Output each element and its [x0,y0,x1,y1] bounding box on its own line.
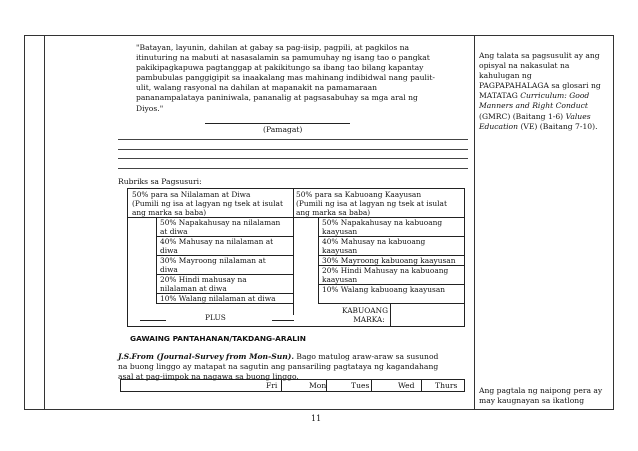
note-line: Ang talata sa pagsusulit ay ang [479,51,600,60]
writing-line [118,139,468,140]
note-line [479,112,601,122]
header-line: (Pumili ng isa at lagyan ng tsek at isulat [296,199,447,209]
note-text: (VE) (Baitang 7-10). [518,121,598,131]
score-blank [272,320,294,321]
writing-line [118,168,468,169]
criterion-text: 20% Hindi mahusay na [160,275,247,284]
header-line: 50% para sa Kabuoang Kaayusan [296,190,422,199]
note-line [479,122,601,132]
rubric-table [127,188,465,327]
page-number: 11 [311,414,322,423]
rubric-criterion [160,237,273,255]
instruction-line [118,352,438,362]
rubric-divider [156,217,157,303]
day-divider [371,380,372,391]
total-label-line: MARKA: [353,315,385,325]
criterion-text: 10% Walang nilalaman at diwa [160,294,276,303]
note-line: kahulugan ng [479,71,532,81]
instruction-line: na buong linggo ay matapat na sagutin ang pansariling pagtataya ng kagandahang [118,362,439,372]
day-divider [421,380,422,391]
quote-line: itinuturing na mabuti at nasasalamin sa pamumuhay ng isang tao o pangkat [136,53,430,63]
criterion-text: kaayusan [322,275,358,285]
quote-line: pambubulas panggigipit sa inaakalang mas mahinang indibidwal nang paulit- [136,73,435,83]
quote-line: Diyos." [136,103,164,113]
rubric-right-header [296,190,447,218]
criterion-text: nilalaman at diwa [160,284,227,294]
rubric-criterion [322,266,448,284]
day-header-fri: Fri [266,381,278,390]
rubric-criterion [322,237,425,255]
rubric-criterion [322,218,442,236]
values-definition-quote [136,43,435,114]
right-column-note-bottom [479,386,602,406]
rubric-divider [318,303,464,304]
rubric-criterion [160,294,276,303]
rubric-criterion [160,275,247,293]
note-italic: Curriculum: Good [520,91,590,101]
header-line: (Pumili ng isa at lagyan ng tsek at isulat [132,199,283,209]
note-text: MATATAG [479,91,521,101]
criterion-text: 10% Walang kabuoang kaayusan [322,285,446,294]
rubric-criterion [322,285,445,294]
note-line: may kaugnayan sa ikatlong [479,396,585,406]
note-line: opisyal na nakasulat na [479,61,570,71]
day-divider [281,380,282,391]
journal-survey-instructions [118,352,438,382]
instruction-line: asal at pag-iimpok na nagawa sa buong linggo. [118,372,299,382]
title-signature-line [205,123,350,124]
criterion-text: diwa [160,246,178,256]
quote-line: "Batayan, layunin, dahilan at gabay sa pag-iisip, pagpili, at pagkilos na [136,43,410,52]
header-line: 50% para sa Nilalaman at Diwa [132,190,251,199]
column-divider [474,36,475,409]
criterion-text: 30% Mayroong kabuoang kaayusan [322,256,456,265]
header-line: ang marka sa baba) [296,208,371,218]
title-label: (Pamagat) [263,125,303,134]
rubric-divider [390,303,391,326]
assignment-heading: GAWAING PANTAHANAN/TAKDANG-ARALIN [130,334,306,343]
quote-line: ulit, walang rasyonal na dahilan at mapanakit na pamamaraan [136,83,378,93]
note-line [479,91,601,101]
journal-survey-title: J.S.From (Journal-Survey from Mon-Sun). [118,352,294,361]
criterion-text: kaayusan [322,246,358,256]
writing-line [118,149,468,150]
total-score-label [342,306,388,325]
weekday-table [120,379,465,392]
rubric-criterion [160,256,266,274]
rubric-title: Rubriks sa Pagsusuri: [118,177,202,186]
note-italic: Education [479,121,519,131]
score-blank [140,320,166,321]
quote-line: pananampalataya paniniwala, pananalig at pagsasabuhay sa mga aral ng [136,93,418,103]
day-header-tues: Tues [351,381,370,390]
writing-line [118,158,468,159]
criterion-text: 20% Hindi Mahusay na kabuoang [322,266,449,275]
criterion-text: 50% Napakahusay na kabuoang [322,218,443,227]
note-italic: Manners and Right Conduct [479,101,588,111]
day-header-thurs: Thurs [435,381,458,390]
note-text: (GMRC) (Baitang 1-6) [479,111,566,121]
note-italic: Values [565,111,591,121]
criterion-text: 40% Mahusay na kabuoang [322,237,426,246]
day-header-mon: Mon [309,381,327,390]
instruction-text: Bago matulog araw-araw sa susunod [293,352,439,361]
criterion-text: diwa [160,265,178,275]
rubric-criterion [160,218,280,236]
plus-label: PLUS [205,313,226,322]
day-header-wed: Wed [398,381,415,390]
column-divider [44,36,45,409]
criterion-text: at diwa [160,227,188,237]
note-line [479,101,601,111]
total-label-line: KABUOANG [342,306,388,315]
criterion-text: 50% Napakahusay na nilalaman [160,218,281,227]
quote-line: pakikipagkapuwa pagtanggap at pakikitungo sa ibang tao bilang kapantay [136,63,424,73]
right-column-note [479,51,601,132]
note-line: PAGPAPAHALAGA sa glosari ng [479,81,601,91]
header-line: ang marka sa baba) [132,208,207,218]
rubric-left-header [132,190,283,218]
note-line: Ang pagtala ng naipong pera ay [479,386,603,395]
rubric-divider [318,217,319,303]
rubric-criterion [322,256,455,265]
rubric-divider [293,189,294,315]
criterion-text: 30% Mayroong nilalaman at [160,256,266,265]
criterion-text: 40% Mahusay na nilalaman at [160,237,274,246]
criterion-text: kaayusan [322,227,358,237]
